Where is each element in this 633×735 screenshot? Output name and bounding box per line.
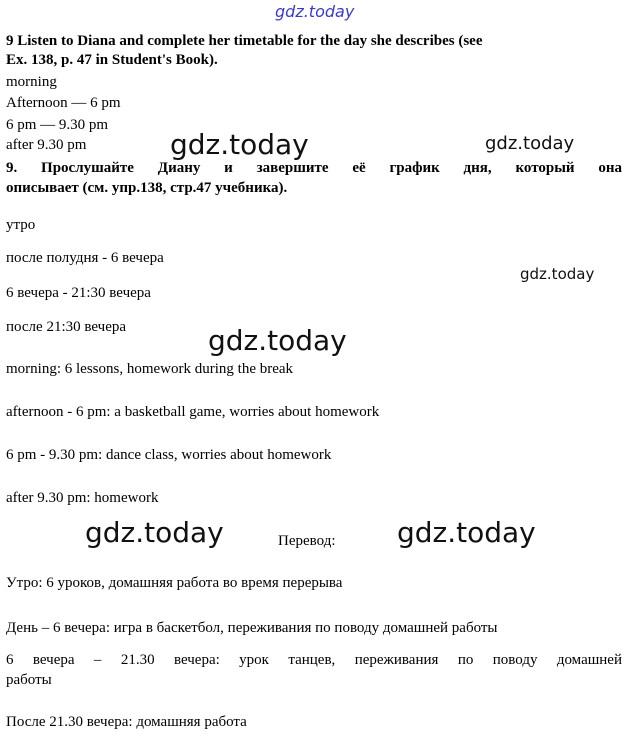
watermark-text: gdz.today (170, 128, 309, 161)
exercise-heading-en-line1: 9 Listen to Diana and complete her timetable for the day she describes (see (6, 33, 483, 49)
translation-line: День – 6 вечера: игра в баскетбол, переживания по поводу домашней работы (6, 620, 498, 636)
watermark-text: gdz.today (397, 516, 536, 549)
answer-line: after 9.30 pm: homework (6, 490, 159, 506)
timetable-item-ru: после полудня - 6 вечера (6, 250, 164, 266)
timetable-item-ru: после 21:30 вечера (6, 319, 127, 335)
watermark-text: gdz.today (485, 133, 575, 154)
answer-line: afternoon - 6 pm: a basketball game, worries about homework (6, 404, 380, 420)
answer-line: 6 pm - 9.30 pm: dance class, worries about homework (6, 447, 332, 463)
watermark-logo: gdz.today (275, 2, 355, 21)
watermark-text: gdz.today (208, 324, 347, 357)
answer-line: morning: 6 lessons, homework during the break (6, 361, 294, 377)
watermark-text: gdz.today (520, 265, 595, 283)
timetable-item-en: after 9.30 pm (6, 137, 87, 153)
exercise-heading-ru-line1: 9. Прослушайте Диану и завершите её график дня, который она (6, 160, 622, 176)
exercise-heading-en-line2: Ex. 138, p. 47 in Student's Book). (6, 52, 218, 68)
watermark-text: gdz.today (85, 516, 224, 549)
timetable-item-ru: утро (6, 217, 36, 233)
translation-line: Утро: 6 уроков, домашняя работа во время перерыва (6, 575, 343, 591)
translation-line: После 21.30 вечера: домашняя работа (6, 714, 247, 730)
translation-line-continued: работы (6, 672, 52, 688)
timetable-item-en: 6 pm — 9.30 pm (6, 117, 109, 133)
translation-label: Перевод: (278, 533, 336, 549)
timetable-item-en: morning (6, 74, 57, 90)
timetable-item-en: Afternoon — 6 pm (6, 95, 121, 111)
timetable-item-ru: 6 вечера - 21:30 вечера (6, 285, 151, 301)
exercise-heading-ru-line2: описывает (см. упр.138, стр.47 учебника). (6, 180, 288, 196)
translation-line: 6 вечера – 21.30 вечера: урок танцев, переживания по поводу домашней (6, 652, 622, 668)
